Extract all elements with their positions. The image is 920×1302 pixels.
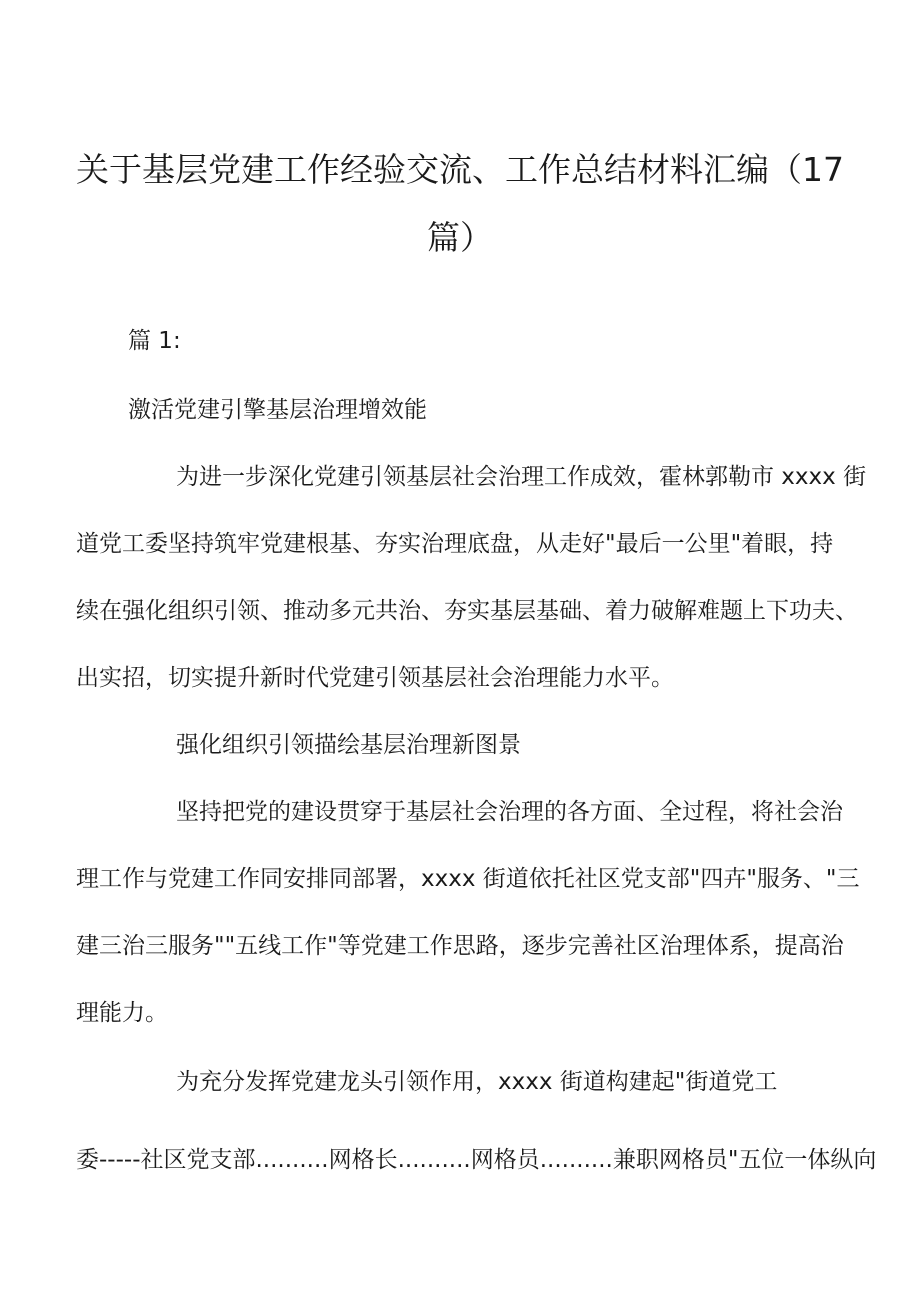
document-title-line-1: 关于基层党建工作经验交流、工作总结材料汇编（17 <box>76 150 844 189</box>
paragraph-3-line-2: 委-----社区党支部..........网格长..........网格员..........兼职网格员"五位一体纵向 <box>76 1147 877 1173</box>
paragraph-2-line-1: 坚持把党的建设贯穿于基层社会治理的各方面、全过程，将社会治 <box>176 799 843 825</box>
paragraph-2-line-4: 理能力。 <box>76 1000 168 1026</box>
paragraph-1-line-1: 为进一步深化党建引领基层社会治理工作成效，霍林郭勒市 xxxx 街 <box>176 464 867 490</box>
document-title-line-2: 篇） <box>427 218 493 257</box>
subheading-1: 强化组织引领描绘基层治理新图景 <box>176 732 521 758</box>
paragraph-2-line-2: 理工作与党建工作同安排同部署，xxxx 街道依托社区党支部"四卉"服务、"三 <box>76 866 860 892</box>
article-title: 激活党建引擎基层治理增效能 <box>128 397 427 423</box>
paragraph-3-line-1: 为充分发挥党建龙头引领作用，xxxx 街道构建起"街道党工 <box>176 1069 778 1095</box>
paragraph-1-line-4: 出实招，切实提升新时代党建引领基层社会治理能力水平。 <box>76 665 674 691</box>
paragraph-2-line-3: 建三治三服务""五线工作"等党建工作思路，逐步完善社区治理体系，提高治 <box>76 933 844 959</box>
section-label: 篇 1: <box>128 328 181 354</box>
paragraph-1-line-3: 续在强化组织引领、推动多元共治、夯实基层基础、着力破解难题上下功夫、 <box>76 598 858 624</box>
paragraph-1-line-2: 道党工委坚持筑牢党建根基、夯实治理底盘，从走好"最后一公里"着眼，持 <box>76 531 834 557</box>
